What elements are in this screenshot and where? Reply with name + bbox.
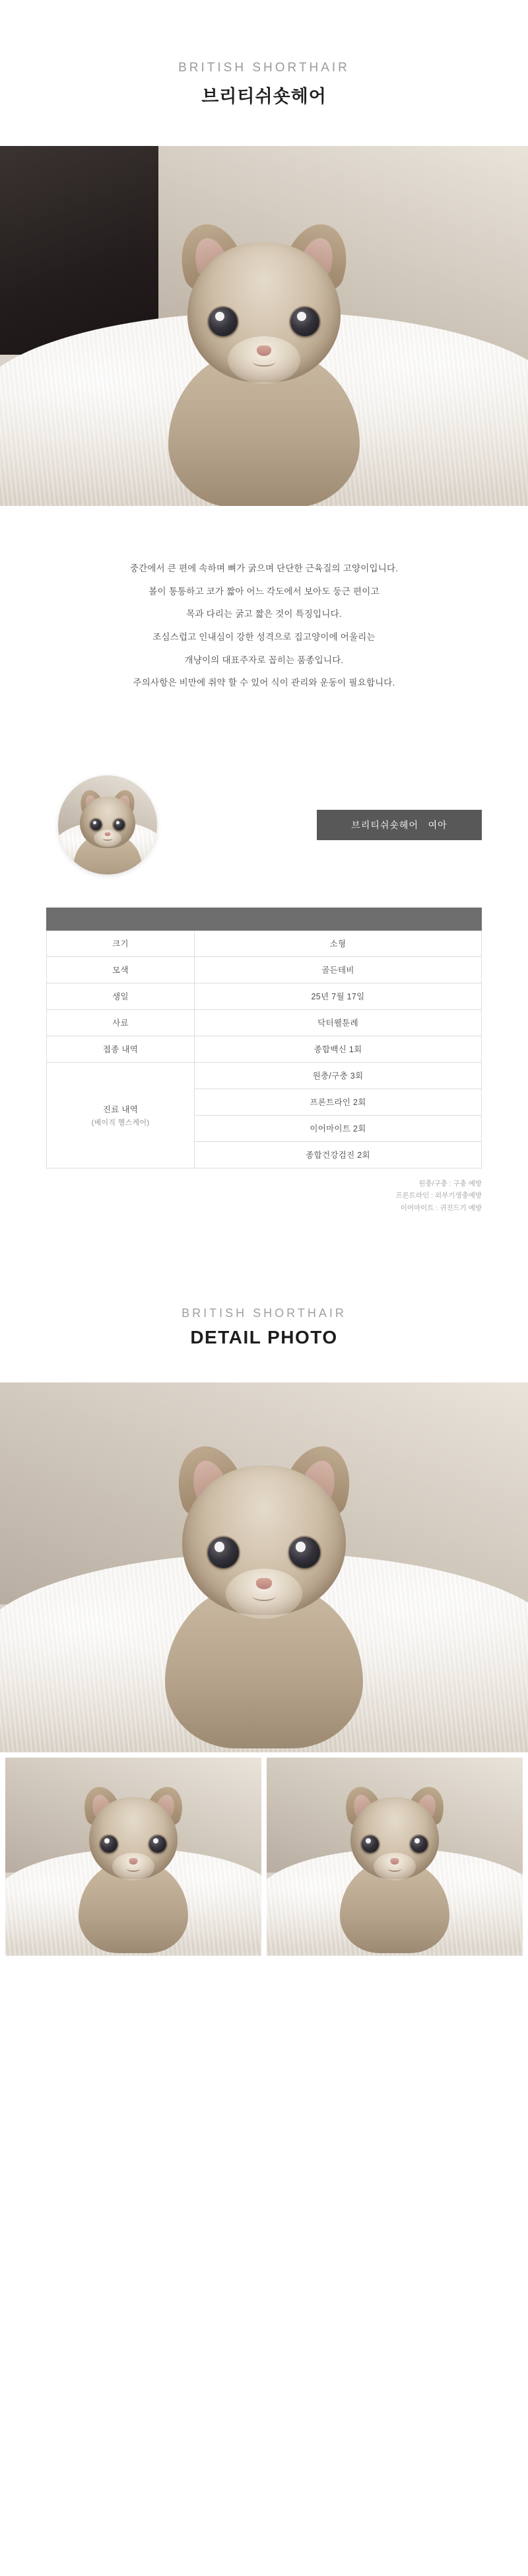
table-row: [47, 1036, 482, 1062]
table-cell-label: 생일: [47, 983, 195, 1009]
table-cell-label: 모색: [47, 956, 195, 983]
kitten-mouth: [252, 1591, 276, 1601]
table-cell-value: 원충/구충 3회: [195, 1062, 482, 1089]
detail-title: DETAIL PHOTO: [190, 1326, 338, 1347]
detail-photo-thumb: [267, 1758, 523, 1956]
avatar: [58, 775, 157, 875]
kitten-mouth: [103, 837, 112, 841]
description-line: 조심스럽고 인내심이 강한 성격으로 집고양이에 어울리는: [152, 631, 376, 642]
kitten-nose: [256, 1578, 272, 1589]
detail-photo-header: [0, 1214, 528, 1382]
kitten-figure: [61, 790, 154, 875]
description-line: 볼이 통통하고 코가 짧아 어느 각도에서 보아도 둥근 편이고: [148, 586, 380, 596]
kitten-figure: [125, 220, 403, 497]
kitten-eye-right: [289, 1537, 320, 1568]
table-cell-label: 크기: [47, 930, 195, 956]
table-row-care: [47, 1062, 482, 1089]
kitten-nose: [129, 1858, 138, 1865]
kitten-eye-left: [209, 307, 238, 336]
spec-table: [46, 908, 482, 1168]
table-header-cell: [47, 908, 195, 930]
table-row: [47, 930, 482, 956]
kitten-eye-right: [290, 307, 319, 336]
spec-table-wrapper: [0, 901, 528, 1168]
footnote-line: 프론트라인 : 외부기생충예방: [395, 1192, 482, 1200]
table-cell-value: 이어마이트 2회: [195, 1115, 482, 1141]
page-header: [0, 0, 528, 146]
table-cell-label: 접종 내역: [47, 1036, 195, 1062]
kitten-eye-left: [362, 1836, 379, 1853]
hero-photo: [0, 146, 528, 506]
kitten-eye-right: [411, 1836, 428, 1853]
detail-photo-main: [0, 1382, 528, 1752]
footnotes: [0, 1168, 528, 1214]
kitten-eye-left: [90, 819, 102, 830]
kitten-nose: [391, 1858, 399, 1865]
description-block: [0, 506, 528, 758]
kitten-figure: [122, 1446, 406, 1736]
description-line: 개냥이의 대표주자로 꼽히는 품종입니다.: [184, 655, 344, 665]
table-cell-care-label: [47, 1062, 195, 1168]
name-plate: 브리티쉬숏헤어 여아: [317, 810, 482, 840]
table-row: [47, 983, 482, 1009]
table-row: [47, 956, 482, 983]
table-cell-label: 사료: [47, 1009, 195, 1036]
table-cell-value: 소형: [195, 930, 482, 956]
description-line: 중간에서 큰 편에 속하며 뼈가 굵으며 단단한 근육질의 고양이입니다.: [129, 563, 399, 573]
page-title: 브리티쉬숏헤어: [201, 87, 327, 106]
table-row: [47, 1009, 482, 1036]
kitten-nose: [105, 832, 111, 836]
kitten-eye-left: [100, 1836, 117, 1853]
kitten-eye-right: [114, 819, 125, 830]
table-header-cell: [195, 908, 482, 930]
table-cell-value: 닥터웰툰례: [195, 1009, 482, 1036]
profile-row: [0, 758, 528, 901]
kitten-eye-right: [149, 1836, 166, 1853]
detail-photo-grid: [0, 1752, 528, 1982]
kitten-nose: [257, 345, 271, 356]
kitten-figure: [54, 1787, 213, 1952]
kitten-mouth: [388, 1866, 401, 1872]
spec-table-head: [47, 908, 482, 930]
detail-eyebrow: BRITISH SHORTHAIR: [182, 1306, 346, 1320]
detail-photo-thumb: [5, 1758, 261, 1956]
page-eyebrow: BRITISH SHORTHAIR: [178, 61, 350, 75]
table-cell-value: 25년 7월 17일: [195, 983, 482, 1009]
footnote-line: 이어마이트 : 귀진드기 예방: [400, 1203, 482, 1212]
table-cell-value: 종합건강검진 2회: [195, 1141, 482, 1168]
kitten-figure: [315, 1787, 474, 1952]
care-label-main: 진료 내역: [102, 1104, 139, 1114]
footnote-line: 원충/구충 : 구충 예방: [418, 1179, 482, 1188]
description-line: 주의사항은 비만에 취약 할 수 있어 식이 관리와 운동이 필요합니다.: [133, 678, 395, 688]
table-cell-value: 종합백신 1회: [195, 1036, 482, 1062]
kitten-mouth: [127, 1866, 140, 1872]
table-header-row: [47, 908, 482, 930]
spec-table-body: [47, 930, 482, 1168]
care-label-sub: (베이직 헬스케어): [91, 1118, 150, 1127]
description-line: 목과 다리는 굵고 짧은 것이 특징입니다.: [186, 609, 342, 620]
kitten-mouth: [253, 357, 275, 367]
table-cell-value: 골든테비: [195, 956, 482, 983]
table-cell-value: 프론트라인 2회: [195, 1089, 482, 1115]
kitten-eye-left: [208, 1537, 239, 1568]
